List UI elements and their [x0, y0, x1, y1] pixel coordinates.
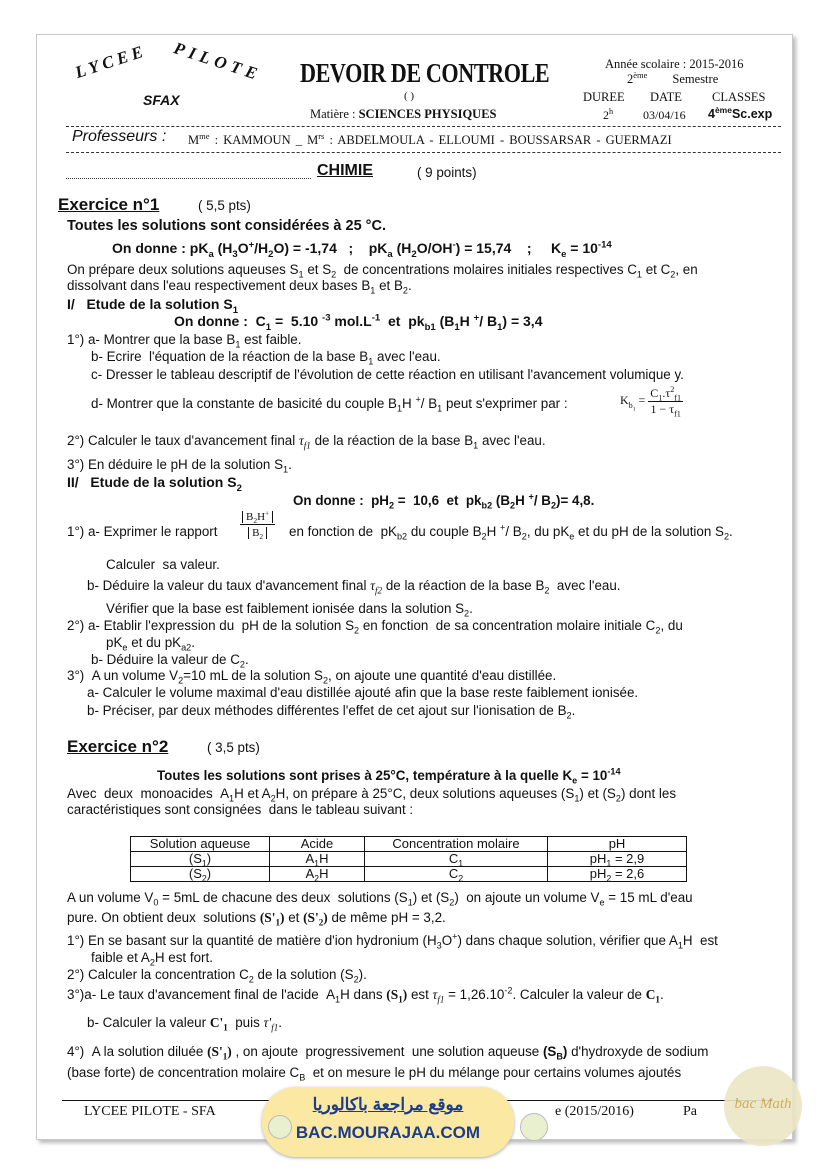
ex2-table	[130, 836, 687, 882]
ex1-part2-given: On donne : $pH_2 = 10,6$ et $pk_{b2}$ ($B_2H$ +/ $B_2)= 4,8$.	[293, 491, 595, 511]
chimie-points: ( 9 points)	[417, 165, 477, 180]
table-header-row	[131, 837, 687, 852]
col-classes: CLASSES	[712, 90, 766, 104]
ex1-q21a: 1°) a- Exprimer le rapport	[67, 524, 218, 539]
ex2-q1: 1°) En se basant sur la quantité de matière d'ion hydronium $(H_3O^+)$ dans chaque solution, vérifier que $A_1H$ est	[67, 931, 718, 951]
ex1-part2-title: II/ Etude de la solution $S_2$	[67, 474, 242, 494]
ex1-part1-given: On donne : $C_1 = 5.10$ $^{-3}$ $mol.L^{-1}$ et $pk_{b1}$ ($B_1H$ +/ $B_1) = 3,4$	[174, 312, 543, 333]
doc-subtitle-mark: ( )	[404, 90, 415, 102]
table-row: $(S_2)$ $A_2H$ $C_2$ $pH_2 = 2,6$	[131, 867, 687, 882]
col-date: DATE	[650, 90, 682, 104]
professors-label: Professeurs :	[72, 128, 167, 145]
ex2-intro: Toutes les solutions sont prises à 25°C, température à la quelle $K_e = 10^{-14}$	[157, 766, 621, 786]
kb1-formula: $K_{b_1}$ = $\frac{C_1.\tau^2_{f1}}{1 - \tau_{f1}}$	[620, 385, 682, 419]
ratio-b2: $\frac{B_2H^+}{B_2}$	[240, 509, 275, 540]
footer-left: LYCEE PILOTE - SFA	[84, 1104, 216, 1119]
ex1-p2: dissolvant dans l'eau respectivement deux bases $B_1$ et $B_2$.	[67, 278, 412, 296]
school-arc-right: PILOTE	[171, 38, 265, 85]
ex1-q1b: b- Ecrire l'équation de la réaction de la base $B_1$ avec l'eau.	[91, 349, 441, 367]
th-concentration: Concentration molaire	[365, 837, 548, 852]
ex2-q3b: b- Calculer la valeur $C'_1$ puis $\tau'_{f1}$.	[87, 1015, 283, 1033]
chimie-title: CHIMIE	[317, 162, 373, 179]
ex2-q4b: (base forte) de concentration molaire $C_B$ et on mesure le pH du mélange pour certains volumes ajoutés	[67, 1065, 682, 1083]
ex1-q22a2: $pK_e$ et du $pK_{a2}$.	[106, 635, 195, 653]
ex2-q3a: 3°)a- Le taux d'avancement final de l'acide $A_1H$ dans $(S_1)$ est $\tau_{f1} = 1,26.10^{-2}$. Calculer la valeur de $C_1$.	[67, 985, 664, 1005]
ex2-title: Exercice n°2	[67, 737, 169, 756]
bacmath-badge	[724, 1066, 802, 1146]
th-acide: Acide	[270, 837, 365, 852]
ex1-q21a3: Calculer sa valeur.	[106, 557, 220, 572]
watermark-arabic: موقع مراجعة باكالوريا	[312, 1095, 464, 1114]
ex1-part1-title: I/ Etude de la solution $S_1$	[67, 296, 238, 316]
professors-list: $M^{me}$ : KAMMOUN _ $M^{rs}$ : ABDELMOULA - ELLOUMI - BOUSSARSAR - GUERMAZI	[188, 130, 672, 147]
th-ph: pH	[548, 837, 687, 852]
footer-right: e (2015/2016)	[555, 1104, 634, 1119]
ex1-q1c: c- Dresser le tableau descriptif de l'évolution de cette réaction en utilisant l'avancement volumique y.	[91, 367, 684, 382]
bacmath-badge-text: bac Math	[734, 1096, 792, 1112]
school-arc-left: LYCEE	[72, 41, 150, 83]
duree-value: 2$^h$	[603, 107, 614, 122]
ex1-q2: 2°) Calculer le taux d'avancement final $\tau_{f1}$ de la réaction de la base $B_1$ avec l'eau.	[67, 433, 546, 451]
ex2-q1b: faible et $A_2H$ est fort.	[91, 950, 213, 968]
ex2-p1: Avec deux monoacides $A_1H$ et $A_2H$, on prépare à 25°C, deux solutions aqueuses $(S_1)$ et $(S_2)$ dont les	[67, 786, 677, 804]
chimie-rule	[66, 178, 311, 179]
ex1-q23b: b- Préciser, par deux méthodes différentes l'effet de cet ajout sur l'ionisation de $B_2$.	[87, 703, 576, 721]
subject-label: Matière :	[310, 107, 356, 121]
tau-f1-symbol: $\tau_{f1}$	[298, 433, 311, 451]
table-row: $(S_1)$ $A_1H$ $C_1$ $pH_1 = 2,9$	[131, 852, 687, 867]
ex2-points: ( 3,5 pts)	[207, 740, 260, 755]
ex1-points: ( 5,5 pts)	[198, 198, 251, 213]
ex2-p3: A un volume $V_0 = 5mL$ de chacune des deux solutions $(S_1)$ et $(S_2)$ on ajoute un volume $V_e = 15$ mL d'eau	[67, 890, 693, 908]
header-rule-bottom	[66, 152, 781, 153]
watermark-seal-left-icon	[268, 1115, 292, 1139]
ex1-q23a: a- Calculer le volume maximal d'eau distillée ajouté afin que la base reste faiblement ionisée.	[87, 685, 639, 700]
ex1-q1a: 1°) a- Montrer que la base $B_1$ est faible.	[67, 332, 302, 350]
watermark-url: BAC.MOURAJAA.COM	[295, 1123, 481, 1142]
ex2-q4: 4°) A la solution diluée $(S'_1)$ , on ajoute progressivement une solution aqueuse $(S_B)$ d'hydroxyde de sodium	[67, 1044, 709, 1062]
col-duree: DUREE	[583, 90, 625, 104]
ex1-given: On donne : $pK_a$ $(H_3O^+/H_2O) = -1,74$ ; $pK_a$ $(H_2O/OH^-) = 15,74$ ; $K_e = 10^{-14}$	[112, 239, 612, 260]
ex1-q22a: 2°) a- Etablir l'expression du pH de la solution $S_2$ en fonction de sa concentration molaire initiale $C_2$, du	[67, 618, 683, 636]
ex2-p4: pure. On obtient deux solutions $(S'_1)$ et $(S'_2)$ de même pH = 3,2.	[67, 910, 446, 928]
semester: 2ème Semestre	[627, 69, 719, 86]
ex1-intro: Toutes les solutions sont considérées à 25 °C.	[67, 218, 386, 234]
school-city: SFAX	[143, 92, 180, 108]
ex1-q23: 3°) A un volume $V_2=10$ mL de la solution $S_2$, on ajoute une quantité d'eau distillée.	[67, 668, 557, 686]
ex2-table-wrap	[130, 836, 687, 882]
ex2-p2: caractéristiques sont consignées dans le tableau suivant :	[67, 802, 414, 817]
watermark-banner	[262, 1087, 514, 1157]
ex2-q2: 2°) Calculer la concentration $C_2$ de la solution $(S_2)$.	[67, 967, 367, 985]
header-rule-top	[66, 126, 781, 127]
ex1-q21b: b- Déduire la valeur du taux d'avancement final $\tau_{f2}$ de la réaction de la base $B_2$ avec l'eau.	[87, 578, 621, 596]
ex1-q3: 3°) En déduire le pH de la solution $S_1$.	[67, 457, 292, 475]
doc-title: DEVOIR DE CONTROLE	[300, 58, 550, 88]
ex1-q22b: b- Déduire la valeur de $C_2$.	[91, 652, 249, 670]
footer-page: Pa	[683, 1104, 697, 1119]
ex1-title: Exercice n°1	[58, 195, 160, 214]
date-value: 03/04/16	[643, 108, 686, 122]
ex1-p1: On prépare deux solutions aqueuses $S_1$ et $S_2$ de concentrations molaires initiales respectives $C_1$ et $C_2$, en	[67, 262, 698, 280]
school-year: Année scolaire : 2015-2016	[605, 57, 744, 71]
ex1-q21b3: Vérifier que la base est faiblement ionisée dans la solution $S_2$.	[106, 601, 473, 619]
subject-name: SCIENCES PHYSIQUES	[358, 107, 497, 121]
watermark-seal-right-icon	[520, 1113, 548, 1141]
ex1-q1d: d- Montrer que la constante de basicité du couple $B_1H$ +/ $B_1$ peut s'exprimer par :	[91, 394, 568, 414]
th-solution: Solution aqueuse	[131, 837, 270, 852]
class-value: 4èmeSc.exp	[708, 104, 773, 121]
subject-line	[310, 107, 496, 122]
tau-f2-symbol: $\tau_{f2}$	[370, 578, 383, 596]
ex1-q21a2: en fonction de $pK_{b2}$ du couple $B_2H$ +/ $B_2$, du $pK_e$ et du pH de la solution $S_2$.	[289, 522, 733, 542]
